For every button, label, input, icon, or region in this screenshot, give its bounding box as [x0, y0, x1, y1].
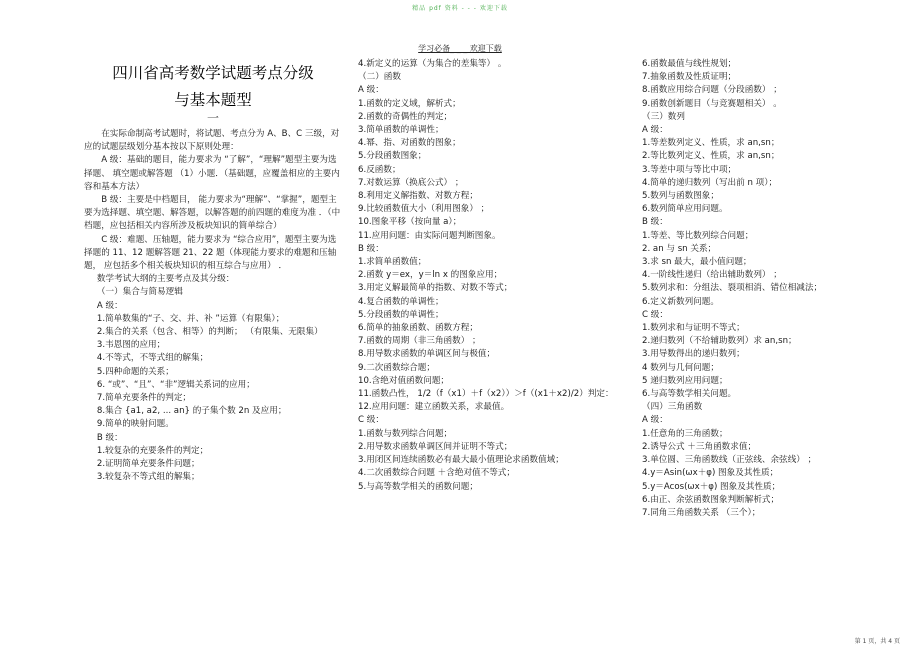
- list-item: 6.定义新数列问题。: [642, 296, 719, 307]
- list-item: 1.求简单函数值；: [358, 257, 427, 268]
- list-item: 1.等差数列定义、性质，求 an,sn；: [642, 138, 780, 149]
- column-middle: [358, 58, 622, 494]
- list-item: 5.分段函数图象；: [358, 151, 427, 162]
- list-item: 2.函数 y＝ex，y＝ln x 的图象应用；: [358, 270, 503, 281]
- list-item: 8.集合 {a1, a2, ... an} 的子集个数 2n 及应用；: [96, 406, 287, 417]
- list-item: 8.用导数求函数的单调区间与极值；: [358, 349, 496, 360]
- list-item: 4.幂、指、对函数的图象；: [358, 138, 461, 149]
- list-item: 3.用闭区间连续函数必有最大最小值理论求函数值域；: [358, 455, 564, 466]
- list-item: 10.含绝对值函数问题；: [358, 375, 450, 386]
- list-item: 9.函数创新题目（与竞赛题相关） 。: [642, 98, 782, 109]
- list-item: 2.等比数列定义、性质，求 an,sn；: [642, 151, 780, 162]
- list-item: 12.应用问题：建立函数关系，求最值。: [358, 402, 510, 413]
- list-item: 2.诱导公式 ＋三角函数求值；: [642, 441, 757, 452]
- list-item: 3.等差中项与等比中项；: [642, 164, 737, 175]
- list-item: 9.比较函数值大小（利用图象） ；: [358, 204, 490, 215]
- list-item: 10.图象平移（按向量 a）；: [358, 217, 462, 228]
- level-heading: B 级：: [96, 432, 123, 443]
- level-heading: B 级：: [642, 217, 668, 228]
- column-right: [642, 58, 880, 520]
- list-item: 1.函数的定义域，解析式；: [358, 98, 461, 109]
- level-heading: A 级：: [96, 300, 123, 311]
- list-item: 4.不等式，不等式组的解集；: [96, 353, 209, 364]
- list-item: 1.数列求和与证明不等式；: [642, 323, 745, 334]
- list-item: 7.同角三角函数关系 （三个）；: [642, 507, 761, 518]
- list-item: 9.二次函数综合题；: [358, 362, 435, 373]
- list-item: 9.简单的映射问题。: [96, 419, 174, 430]
- level-heading: A 级：: [642, 125, 668, 136]
- list-item: 1.任意角的三角函数；: [642, 428, 728, 439]
- level-heading: A 级：: [358, 85, 384, 96]
- title-dash: 一: [206, 111, 219, 125]
- list-item: 4.新定义的运算（为集合的差集等） 。: [358, 59, 507, 69]
- list-item: 6.简单的抽象函数、函数方程；: [358, 323, 478, 334]
- list-item: 5.y＝Acos(ωx＋φ) 图象及其性质；: [642, 481, 781, 492]
- list-item: 8.函数应用综合问题（分段函数） ；: [642, 85, 782, 96]
- list-item: 1.简单数集的“子、交、并、补 ”运算（有限集）；: [96, 313, 285, 324]
- list-item: 6.反函数；: [358, 164, 401, 175]
- list-item: 3.用导数得出的递归数列；: [642, 349, 745, 360]
- list-item: 6.数列简单应用问题。: [642, 204, 728, 215]
- column-left: [84, 58, 342, 484]
- section-heading: （二）函数: [358, 72, 401, 83]
- list-item: 3.简单函数的单调性；: [358, 125, 444, 136]
- page-header: 学习必备_ _ _ 欢迎下载: [418, 44, 502, 53]
- list-item: 5.数列求和：分组法、裂项相消、错位相减法；: [642, 283, 823, 294]
- list-item: 4 数列与几何问题；: [642, 362, 719, 373]
- list-item: 5.四种命题的关系；: [96, 366, 174, 377]
- list-item: 6.由正、余弦函数图象判断解析式；: [642, 494, 780, 505]
- list-item: 7.函数的周期（非三角函数） ；: [358, 336, 481, 347]
- list-item: 1.函数与数列综合问题；: [358, 428, 453, 439]
- list-item: 3.单位圆、三角函数线（正弦线、余弦线） ；: [642, 455, 817, 466]
- list-item: 3.用定义解最简单的指数、对数不等式；: [358, 283, 513, 294]
- list-item: 3.求 sn 最大，最小值问题；: [642, 257, 752, 268]
- list-item: 2.集合的关系（包含、相等）的判断； （有限集、无限集）: [96, 327, 323, 338]
- level-heading: C 级：: [642, 309, 668, 320]
- list-item: 3.韦恩图的应用；: [96, 340, 166, 351]
- list-item: 1.较复杂的充要条件的判定；: [96, 445, 209, 456]
- intro-paragraph: 在实际命制高考试题时，将试题、考点分为 A、B、C 三级，对应的试题层级划分基本按以下原则处理：: [84, 129, 340, 153]
- level-c-paragraph: C 级：难题、压轴题，能力要求为 “综合应用”，题型主要为选择题的 11、12 题解答题 21、22 题（体现能力要求的难题和压轴题， 应包括多个相关板块知识的相互综合与应用） ．: [84, 234, 337, 272]
- list-item: 11.应用问题：由实际问题判断图象。: [358, 230, 501, 241]
- title-line-2: 与基本题型: [174, 91, 252, 109]
- list-item: 4.复合函数的单调性；: [358, 296, 444, 307]
- list-item: 3.较复杂不等式组的解集；: [96, 472, 200, 483]
- list-item: 4.简单的递归数列（写出前 n 项）；: [642, 177, 778, 188]
- list-item: 5.数列与函数图象；: [642, 191, 719, 202]
- list-item: 4.一阶线性递归（给出辅助数列） ；: [642, 270, 782, 281]
- list-item: 2.函数的奇偶性的判定；: [358, 111, 453, 122]
- level-b-paragraph: B 级：主要是中档题目， 能力要求为“理解”、“掌握”，题型主要为选择题、填空题、解答题，以解答题的前四题的难度为准 ．（中档题，应包括相关内容所涉及板块知识的简单综合）: [84, 195, 341, 232]
- list-item: 4.二次函数综合问题 ＋含绝对值不等式；: [358, 468, 516, 479]
- list-item: 11.函数凸性， 1/2（f（x1）＋f（x2））＞f（(x1＋x2)/2）判定：: [358, 389, 614, 400]
- list-item: 8.利用定义解指数、对数方程；: [358, 191, 478, 202]
- watermark: 精品 pdf 资料 - - - 欢迎下载: [412, 5, 508, 12]
- list-item: 6. “或”、“且”、“非”逻辑关系词的应用；: [96, 379, 255, 390]
- list-item: 7.简单充要条件的判定；: [96, 393, 192, 404]
- section-heading: （三）数列: [642, 111, 685, 122]
- list-item: 2. an 与 sn 关系；: [642, 243, 717, 254]
- list-item: 4.y＝Asin(ωx＋φ) 图象及其性质；: [642, 468, 779, 479]
- section-heading: （四）三角函数: [642, 402, 703, 413]
- level-a-paragraph: A 级：基础的题目，能力要求为 “了解”，“理解”题型主要为选择题、 填空题或解答题 （1）小题．（基础题，应覆盖相应的主要内容和基本方法）: [84, 155, 340, 192]
- list-item: 5 递归数列应用问题；: [642, 375, 728, 386]
- list-item: 5.与高等数学相关的函数问题；: [358, 481, 478, 492]
- list-item: 7.抽象函数及性质证明；: [642, 72, 737, 83]
- list-item: 6.与高等数学相关问题。: [642, 389, 737, 400]
- list-item: 6.函数最值与线性规划；: [642, 59, 737, 69]
- level-heading: C 级：: [358, 415, 384, 426]
- list-item: 2.递归数列（不给辅助数列）求 an,sn；: [642, 336, 797, 347]
- list-item: 5.分段函数的单调性；: [358, 309, 444, 320]
- list-item: 2.证明简单充要条件问题；: [96, 459, 200, 470]
- list-item: 2.用导数求函数单调区间并证明不等式；: [358, 441, 513, 452]
- level-heading: A 级：: [642, 415, 668, 426]
- level-heading: B 级：: [358, 243, 384, 254]
- list-item: 数学考试大纲的主要考点及其分级：: [96, 274, 235, 285]
- list-item: 7.对数运算（换底公式） ；: [358, 177, 464, 188]
- section-heading: （一）集合与简易逻辑: [96, 287, 183, 298]
- list-item: 1.等差、等比数列综合问题；: [642, 230, 754, 241]
- page-footer: 第 1 页，共 4 页: [854, 638, 900, 645]
- title-line-1: 四川省高考数学试题考点分级: [112, 64, 314, 82]
